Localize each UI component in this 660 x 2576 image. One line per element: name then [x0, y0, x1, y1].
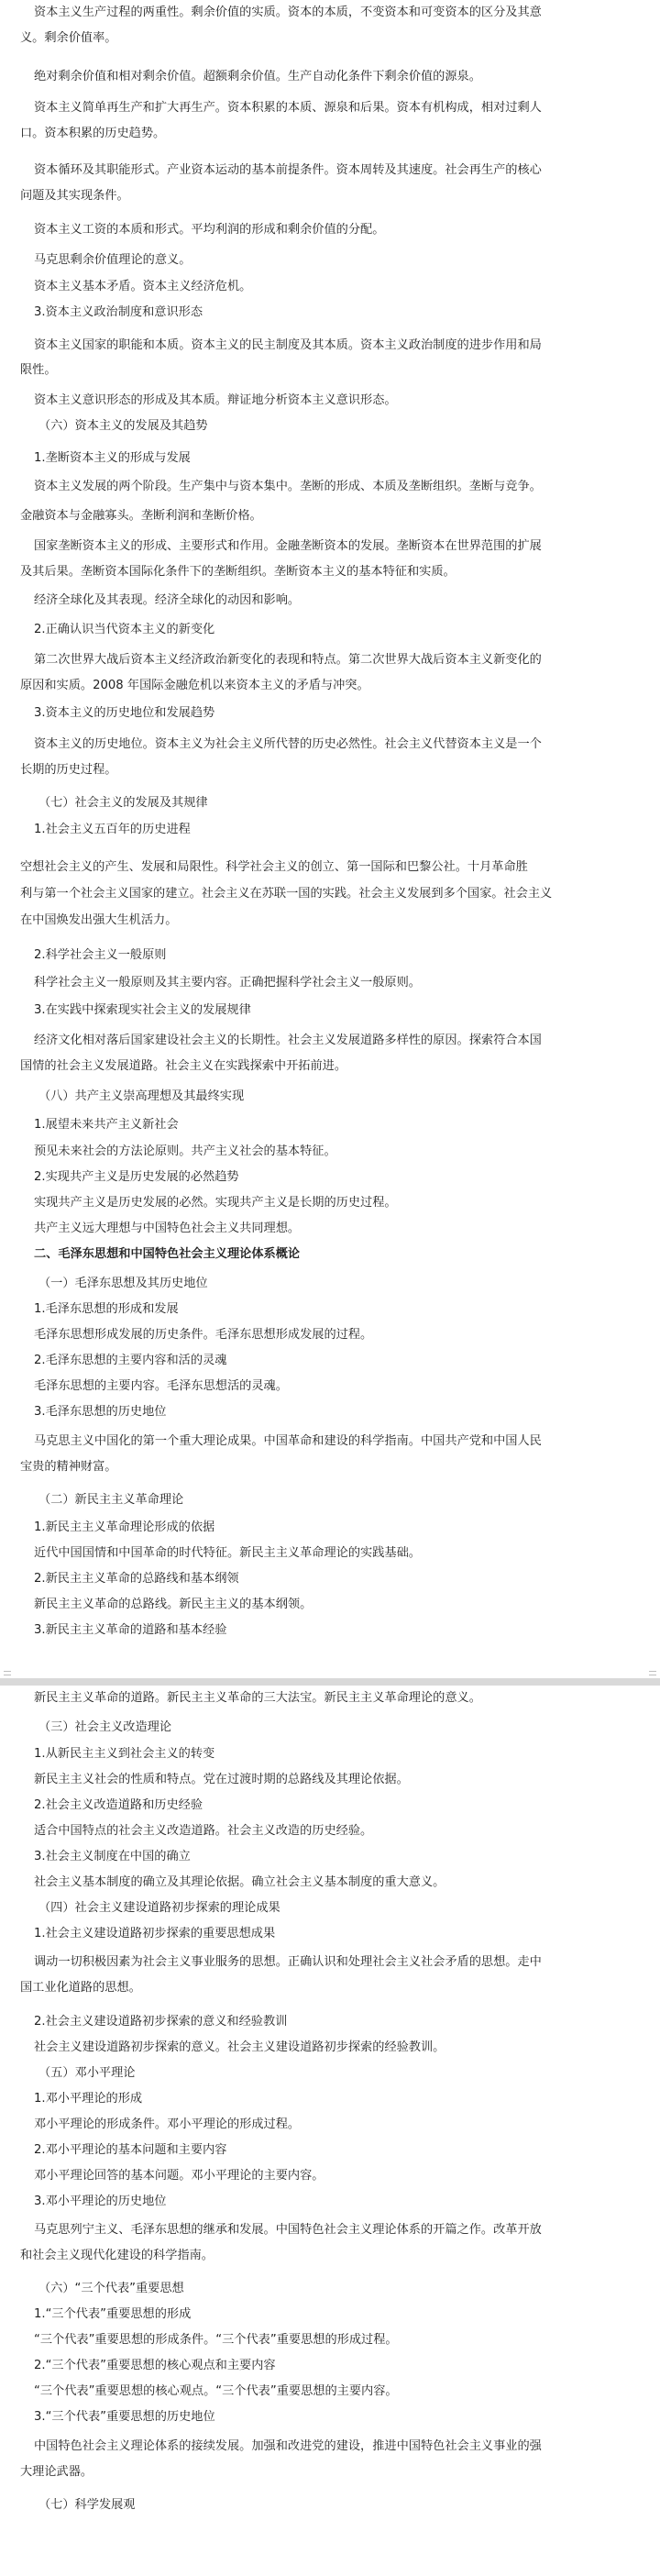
text-line: 大理论武器。 [20, 2465, 94, 2479]
text-line: 口。资本积累的历史趋势。 [20, 127, 166, 140]
page-break [0, 1678, 660, 1686]
text-line: 社会主义基本制度的确立及其理论依据。确立社会主义基本制度的重大意义。 [34, 1875, 446, 1889]
text-line: 毛泽东思想形成发展的历史条件。毛泽东思想形成发展的过程。 [34, 1328, 373, 1342]
text-line: 1.社会主义建设道路初步探索的重要思想成果 [34, 1927, 276, 1940]
text-line: 1.“三个代表”重要思想的形成 [34, 2307, 192, 2321]
text-line: 预见未来社会的方法论原则。共产主义社会的基本特征。 [34, 1144, 336, 1158]
text-line: 空想社会主义的产生、发展和局限性。科学社会主义的创立、第一国际和巴黎公社。十月革命胜 [20, 860, 528, 874]
text-line: 2.正确认识当代资本主义的新变化 [34, 623, 215, 636]
text-line: 资本主义工资的本质和形式。平均利润的形成和剩余价值的分配。 [34, 223, 385, 237]
text-line: 3.资本主义政治制度和意识形态 [34, 305, 204, 319]
text-line: 二、毛泽东思想和中国特色社会主义理论体系概论 [34, 1247, 301, 1261]
document-page-2 [0, 1686, 660, 2576]
text-line: 2.社会主义建设道路初步探索的意义和经验教训 [34, 2015, 288, 2029]
text-line: 马克思列宁主义、毛泽东思想的继承和发展。中国特色社会主义理论体系的开篇之作。改革开放 [34, 2223, 542, 2237]
text-line: 3.毛泽东思想的历史地位 [34, 1405, 167, 1419]
text-line: 绝对剩余价值和相对剩余价值。超额剩余价值。生产自动化条件下剩余价值的源泉。 [34, 70, 481, 83]
text-line: “三个代表”重要思想的核心观点。“三个代表”重要思想的主要内容。 [34, 2384, 398, 2398]
text-line: 资本主义发展的两个阶段。生产集中与资本集中。垄断的形成、本质及垄断组织。垄断与竞争。 [34, 480, 542, 493]
text-line: 新民主主义社会的性质和特点。党在过渡时期的总路线及其理论依据。 [34, 1773, 409, 1786]
text-line: 长期的历史过程。 [20, 763, 117, 777]
text-line: 3.新民主主义革命的道路和基本经验 [34, 1623, 227, 1637]
text-line: 新民主主义革命的总路线。新民主主义的基本纲领。 [34, 1598, 313, 1611]
text-line: 限性。 [20, 363, 57, 377]
text-line: 利与第一个社会主义国家的建立。社会主义在苏联一国的实践。社会主义发展到多个国家。社会主义 [20, 887, 553, 901]
text-line: （六）资本主义的发展及其趋势 [38, 419, 208, 433]
page-corner-mark [4, 1671, 11, 1675]
text-line: 资本主义简单再生产和扩大再生产。资本积累的本质、源泉和后果。资本有机构成，相对过剩人 [34, 101, 542, 115]
text-line: 实现共产主义是历史发展的必然。实现共产主义是长期的历史过程。 [34, 1196, 397, 1210]
text-line: 资本主义意识形态的形成及其本质。辩证地分析资本主义意识形态。 [34, 393, 397, 407]
text-line: （二）新民主主义革命理论 [38, 1493, 184, 1507]
text-line: 资本主义基本矛盾。资本主义经济危机。 [34, 280, 252, 293]
text-line: 义。剩余价值率。 [20, 31, 117, 45]
text-line: 2.新民主主义革命的总路线和基本纲领 [34, 1572, 239, 1586]
text-line: 马克思剩余价值理论的意义。 [34, 253, 192, 267]
text-line: （五）邓小平理论 [38, 2066, 136, 2080]
text-line: 2.实现共产主义是历史发展的必然趋势 [34, 1170, 239, 1184]
text-line: 马克思主义中国化的第一个重大理论成果。中国革命和建设的科学指南。中国共产党和中国人民 [34, 1434, 542, 1448]
text-line: 1.新民主主义革命理论形成的依据 [34, 1520, 215, 1534]
text-line: （八）共产主义崇高理想及其最终实现 [38, 1089, 245, 1103]
text-line: 1.毛泽东思想的形成和发展 [34, 1302, 179, 1316]
text-line: 2.“三个代表”重要思想的核心观点和主要内容 [34, 2359, 276, 2372]
text-line: 共产主义远大理想与中国特色社会主义共同理想。 [34, 1222, 301, 1235]
text-line: 1.邓小平理论的形成 [34, 2092, 143, 2106]
text-line: 1.社会主义五百年的历史进程 [34, 823, 191, 836]
text-line: 3.在实践中探索现实社会主义的发展规律 [34, 1003, 251, 1017]
text-line: 邓小平理论的形成条件。邓小平理论的形成过程。 [34, 2117, 301, 2131]
text-line: 资本循环及其职能形式。产业资本运动的基本前提条件。资本周转及其速度。社会再生产的核心 [34, 163, 542, 177]
text-line: 资本主义生产过程的两重性。剩余价值的实质。资本的本质，不变资本和可变资本的区分及其意 [34, 6, 542, 19]
text-line: 新民主主义革命的道路。新民主主义革命的三大法宝。新民主主义革命理论的意义。 [34, 1691, 481, 1705]
text-line: 2.社会主义改造道路和历史经验 [34, 1798, 204, 1812]
text-line: 资本主义国家的职能和本质。资本主义的民主制度及其本质。资本主义政治制度的进步作用和局 [34, 338, 542, 352]
text-line: 3.“三个代表”重要思想的历史地位 [34, 2410, 215, 2424]
text-line: （四）社会主义建设道路初步探索的理论成果 [38, 1901, 280, 1915]
text-line: 社会主义建设道路初步探索的意义。社会主义建设道路初步探索的经验教训。 [34, 2040, 446, 2054]
text-line: 在中国焕发出强大生机活力。 [20, 913, 178, 927]
text-line: （三）社会主义改造理论 [38, 1720, 172, 1734]
text-line: 1.垄断资本主义的形成与发展 [34, 451, 191, 465]
text-line: 近代中国国情和中国革命的时代特征。新民主主义革命理论的实践基础。 [34, 1546, 421, 1560]
page-corner-mark [649, 1671, 656, 1675]
text-line: 国工业化道路的思想。 [20, 1981, 141, 1995]
text-line: （一）毛泽东思想及其历史地位 [38, 1277, 208, 1290]
text-line: （七）社会主义的发展及其规律 [38, 796, 208, 810]
text-line: 2.毛泽东思想的主要内容和活的灵魂 [34, 1354, 227, 1367]
text-line: “三个代表”重要思想的形成条件。“三个代表”重要思想的形成过程。 [34, 2333, 398, 2347]
text-line: 1.展望未来共产主义新社会 [34, 1118, 179, 1132]
text-line: 适合中国特点的社会主义改造道路。社会主义改造的历史经验。 [34, 1824, 373, 1838]
text-line: 国家垄断资本主义的形成、主要形式和作用。金融垄断资本的发展。垄断资本在世界范围的扩展 [34, 539, 542, 553]
text-line: 经济文化相对落后国家建设社会主义的长期性。社会主义发展道路多样性的原因。探索符合本国 [34, 1034, 542, 1047]
text-line: 科学社会主义一般原则及其主要内容。正确把握科学社会主义一般原则。 [34, 976, 421, 989]
text-line: （七）科学发展观 [38, 2498, 136, 2512]
text-line: 1.从新民主主义到社会主义的转变 [34, 1747, 215, 1761]
text-line: 经济全球化及其表现。经济全球化的动因和影响。 [34, 593, 301, 607]
text-line: 第二次世界大战后资本主义经济政治新变化的表现和特点。第二次世界大战后资本主义新变化的 [34, 653, 542, 667]
text-line: 3.社会主义制度在中国的确立 [34, 1850, 191, 1863]
text-line: 宝贵的精神财富。 [20, 1460, 117, 1474]
text-line: 国情的社会主义发展道路。社会主义在实践探索中开拓前进。 [20, 1059, 347, 1073]
text-line: 原因和实质。2008 年国际金融危机以来资本主义的矛盾与冲突。 [20, 679, 369, 692]
text-line: 中国特色社会主义理论体系的接续发展。加强和改进党的建设，推进中国特色社会主义事业的强 [34, 2439, 542, 2453]
text-line: 和社会主义现代化建设的科学指南。 [20, 2249, 214, 2262]
text-line: 毛泽东思想的主要内容。毛泽东思想活的灵魂。 [34, 1379, 288, 1393]
text-line: 3.资本主义的历史地位和发展趋势 [34, 706, 215, 720]
text-line: 邓小平理论回答的基本问题。邓小平理论的主要内容。 [34, 2169, 324, 2183]
text-line: 金融资本与金融寡头。垄断利润和垄断价格。 [20, 509, 262, 523]
text-line: （六）“三个代表”重要思想 [38, 2282, 184, 2295]
text-line: 问题及其实现条件。 [20, 189, 129, 203]
text-line: 资本主义的历史地位。资本主义为社会主义所代替的历史必然性。社会主义代替资本主义是一个 [34, 737, 542, 751]
text-line: 及其后果。垄断资本国际化条件下的垄断组织。垄断资本主义的基本特征和实质。 [20, 565, 456, 579]
text-line: 调动一切积极因素为社会主义事业服务的思想。正确认识和处理社会主义社会矛盾的思想。走中 [34, 1955, 542, 1969]
text-line: 3.邓小平理论的历史地位 [34, 2195, 167, 2208]
text-line: 2.邓小平理论的基本问题和主要内容 [34, 2143, 227, 2157]
text-line: 2.科学社会主义一般原则 [34, 948, 167, 962]
